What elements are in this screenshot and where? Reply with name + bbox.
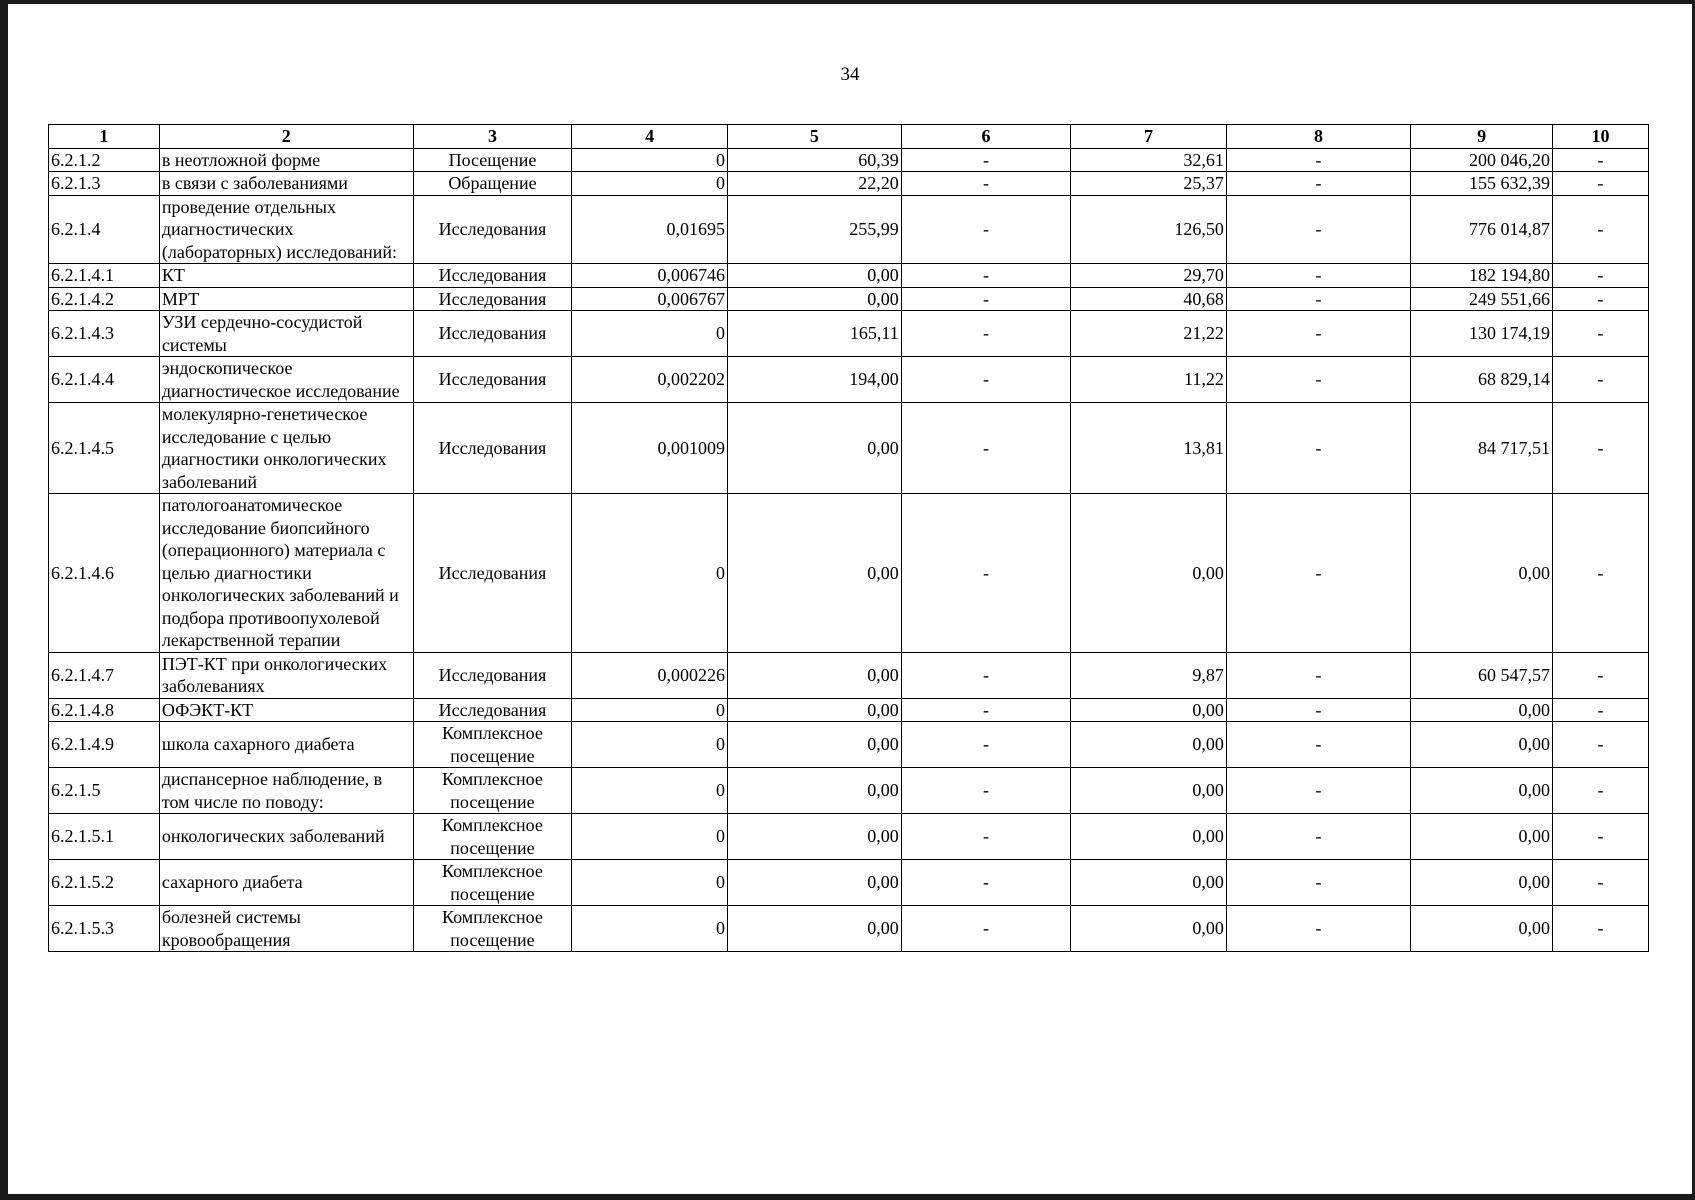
cell-col-8: - bbox=[1226, 698, 1410, 722]
table-row bbox=[49, 722, 1649, 768]
row-code: 6.2.1.5.2 bbox=[49, 860, 160, 906]
cell-col-7: 11,22 bbox=[1071, 357, 1227, 403]
cell-col-9: 0,00 bbox=[1411, 814, 1553, 860]
column-header: 7 bbox=[1071, 125, 1227, 149]
row-name: в неотложной форме bbox=[159, 148, 413, 172]
cell-col-7: 9,87 bbox=[1071, 652, 1227, 698]
cell-col-5: 194,00 bbox=[727, 357, 901, 403]
cell-col-4: 0 bbox=[572, 311, 728, 357]
row-name: УЗИ сердечно-сосудистой системы bbox=[159, 311, 413, 357]
row-unit: Исследования bbox=[413, 698, 572, 722]
cell-col-5: 0,00 bbox=[727, 860, 901, 906]
cell-col-10: - bbox=[1553, 652, 1649, 698]
cell-col-4: 0,000226 bbox=[572, 652, 728, 698]
row-code: 6.2.1.4.8 bbox=[49, 698, 160, 722]
cell-col-10: - bbox=[1553, 906, 1649, 952]
table-row bbox=[49, 652, 1649, 698]
data-table bbox=[48, 124, 1649, 952]
row-unit: Комплексное посещение bbox=[413, 768, 572, 814]
row-code: 6.2.1.4.1 bbox=[49, 264, 160, 288]
cell-col-5: 165,11 bbox=[727, 311, 901, 357]
cell-col-9: 155 632,39 bbox=[1411, 172, 1553, 196]
table-row bbox=[49, 494, 1649, 653]
cell-col-10: - bbox=[1553, 494, 1649, 653]
table-row bbox=[49, 172, 1649, 196]
cell-col-6: - bbox=[901, 357, 1070, 403]
cell-col-5: 0,00 bbox=[727, 494, 901, 653]
column-header: 2 bbox=[159, 125, 413, 149]
row-code: 6.2.1.5 bbox=[49, 768, 160, 814]
cell-col-6: - bbox=[901, 906, 1070, 952]
cell-col-6: - bbox=[901, 814, 1070, 860]
cell-col-10: - bbox=[1553, 722, 1649, 768]
cell-col-6: - bbox=[901, 860, 1070, 906]
row-name: эндоскопическое диагностическое исследование bbox=[159, 357, 413, 403]
row-name: молекулярно-генетическое исследование с целью диагностики онкологических заболеваний bbox=[159, 403, 413, 494]
row-unit: Исследования bbox=[413, 287, 572, 311]
cell-col-8: - bbox=[1226, 311, 1410, 357]
cell-col-9: 0,00 bbox=[1411, 768, 1553, 814]
cell-col-7: 25,37 bbox=[1071, 172, 1227, 196]
cell-col-7: 32,61 bbox=[1071, 148, 1227, 172]
cell-col-8: - bbox=[1226, 494, 1410, 653]
cell-col-8: - bbox=[1226, 357, 1410, 403]
cell-col-5: 0,00 bbox=[727, 768, 901, 814]
row-code: 6.2.1.4.7 bbox=[49, 652, 160, 698]
column-header: 9 bbox=[1411, 125, 1553, 149]
row-code: 6.2.1.4.2 bbox=[49, 287, 160, 311]
row-name: МРТ bbox=[159, 287, 413, 311]
cell-col-7: 13,81 bbox=[1071, 403, 1227, 494]
row-code: 6.2.1.4.4 bbox=[49, 357, 160, 403]
cell-col-5: 0,00 bbox=[727, 652, 901, 698]
table-row bbox=[49, 906, 1649, 952]
table-row bbox=[49, 768, 1649, 814]
document-page bbox=[8, 4, 1692, 1194]
row-code: 6.2.1.4.5 bbox=[49, 403, 160, 494]
cell-col-7: 0,00 bbox=[1071, 698, 1227, 722]
cell-col-4: 0 bbox=[572, 768, 728, 814]
cell-col-8: - bbox=[1226, 195, 1410, 264]
row-name: сахарного диабета bbox=[159, 860, 413, 906]
cell-col-5: 0,00 bbox=[727, 698, 901, 722]
cell-col-4: 0,001009 bbox=[572, 403, 728, 494]
cell-col-10: - bbox=[1553, 814, 1649, 860]
cell-col-6: - bbox=[901, 768, 1070, 814]
cell-col-7: 0,00 bbox=[1071, 494, 1227, 653]
cell-col-4: 0 bbox=[572, 814, 728, 860]
cell-col-8: - bbox=[1226, 722, 1410, 768]
row-name: ОФЭКТ-КТ bbox=[159, 698, 413, 722]
table-row bbox=[49, 287, 1649, 311]
cell-col-9: 0,00 bbox=[1411, 906, 1553, 952]
row-unit: Исследования bbox=[413, 403, 572, 494]
cell-col-5: 0,00 bbox=[727, 287, 901, 311]
row-code: 6.2.1.5.1 bbox=[49, 814, 160, 860]
table-row bbox=[49, 403, 1649, 494]
cell-col-9: 182 194,80 bbox=[1411, 264, 1553, 288]
cell-col-7: 0,00 bbox=[1071, 860, 1227, 906]
cell-col-8: - bbox=[1226, 652, 1410, 698]
cell-col-4: 0 bbox=[572, 860, 728, 906]
row-unit: Исследования bbox=[413, 494, 572, 653]
row-unit: Комплексное посещение bbox=[413, 722, 572, 768]
row-code: 6.2.1.4.6 bbox=[49, 494, 160, 653]
cell-col-8: - bbox=[1226, 172, 1410, 196]
cell-col-7: 40,68 bbox=[1071, 287, 1227, 311]
cell-col-7: 0,00 bbox=[1071, 814, 1227, 860]
cell-col-7: 0,00 bbox=[1071, 768, 1227, 814]
cell-col-5: 60,39 bbox=[727, 148, 901, 172]
row-unit: Исследования bbox=[413, 652, 572, 698]
column-header: 10 bbox=[1553, 125, 1649, 149]
cell-col-9: 249 551,66 bbox=[1411, 287, 1553, 311]
cell-col-6: - bbox=[901, 698, 1070, 722]
cell-col-9: 0,00 bbox=[1411, 722, 1553, 768]
row-code: 6.2.1.3 bbox=[49, 172, 160, 196]
cell-col-9: 776 014,87 bbox=[1411, 195, 1553, 264]
cell-col-10: - bbox=[1553, 768, 1649, 814]
row-name: проведение отдельных диагностических (лабораторных) исследований: bbox=[159, 195, 413, 264]
row-unit: Исследования bbox=[413, 264, 572, 288]
table-body bbox=[49, 148, 1649, 952]
cell-col-5: 255,99 bbox=[727, 195, 901, 264]
cell-col-9: 68 829,14 bbox=[1411, 357, 1553, 403]
cell-col-6: - bbox=[901, 722, 1070, 768]
cell-col-9: 60 547,57 bbox=[1411, 652, 1553, 698]
row-name: КТ bbox=[159, 264, 413, 288]
cell-col-8: - bbox=[1226, 264, 1410, 288]
row-code: 6.2.1.4.9 bbox=[49, 722, 160, 768]
row-code: 6.2.1.2 bbox=[49, 148, 160, 172]
row-unit: Комплексное посещение bbox=[413, 814, 572, 860]
cell-col-9: 0,00 bbox=[1411, 494, 1553, 653]
row-unit: Исследования bbox=[413, 195, 572, 264]
column-header: 5 bbox=[727, 125, 901, 149]
cell-col-5: 0,00 bbox=[727, 403, 901, 494]
cell-col-10: - bbox=[1553, 195, 1649, 264]
row-unit: Посещение bbox=[413, 148, 572, 172]
cell-col-4: 0 bbox=[572, 722, 728, 768]
row-name: онкологических заболеваний bbox=[159, 814, 413, 860]
cell-col-8: - bbox=[1226, 768, 1410, 814]
cell-col-6: - bbox=[901, 148, 1070, 172]
row-unit: Комплексное посещение bbox=[413, 906, 572, 952]
cell-col-9: 200 046,20 bbox=[1411, 148, 1553, 172]
table-row bbox=[49, 264, 1649, 288]
table-row bbox=[49, 698, 1649, 722]
row-name: ПЭТ-КТ при онкологических заболеваниях bbox=[159, 652, 413, 698]
cell-col-7: 0,00 bbox=[1071, 722, 1227, 768]
cell-col-5: 0,00 bbox=[727, 814, 901, 860]
cell-col-5: 22,20 bbox=[727, 172, 901, 196]
cell-col-7: 29,70 bbox=[1071, 264, 1227, 288]
cell-col-10: - bbox=[1553, 172, 1649, 196]
cell-col-6: - bbox=[901, 195, 1070, 264]
table-row bbox=[49, 860, 1649, 906]
cell-col-4: 0,006746 bbox=[572, 264, 728, 288]
row-unit: Обращение bbox=[413, 172, 572, 196]
table-row bbox=[49, 195, 1649, 264]
row-unit: Исследования bbox=[413, 357, 572, 403]
cell-col-10: - bbox=[1553, 698, 1649, 722]
cell-col-4: 0 bbox=[572, 494, 728, 653]
cell-col-6: - bbox=[901, 311, 1070, 357]
cell-col-6: - bbox=[901, 652, 1070, 698]
cell-col-8: - bbox=[1226, 860, 1410, 906]
column-header: 4 bbox=[572, 125, 728, 149]
cell-col-8: - bbox=[1226, 403, 1410, 494]
cell-col-6: - bbox=[901, 403, 1070, 494]
cell-col-10: - bbox=[1553, 357, 1649, 403]
cell-col-9: 0,00 bbox=[1411, 860, 1553, 906]
cell-col-10: - bbox=[1553, 287, 1649, 311]
cell-col-4: 0,006767 bbox=[572, 287, 728, 311]
cell-col-10: - bbox=[1553, 311, 1649, 357]
cell-col-4: 0,01695 bbox=[572, 195, 728, 264]
table-row bbox=[49, 148, 1649, 172]
cell-col-5: 0,00 bbox=[727, 264, 901, 288]
header-row bbox=[49, 125, 1649, 149]
cell-col-9: 0,00 bbox=[1411, 698, 1553, 722]
row-name: школа сахарного диабета bbox=[159, 722, 413, 768]
cell-col-4: 0,002202 bbox=[572, 357, 728, 403]
cell-col-8: - bbox=[1226, 148, 1410, 172]
table-row bbox=[49, 311, 1649, 357]
cell-col-8: - bbox=[1226, 814, 1410, 860]
cell-col-8: - bbox=[1226, 287, 1410, 311]
row-name: болезней системы кровообращения bbox=[159, 906, 413, 952]
cell-col-10: - bbox=[1553, 403, 1649, 494]
cell-col-5: 0,00 bbox=[727, 906, 901, 952]
cell-col-9: 84 717,51 bbox=[1411, 403, 1553, 494]
row-name: в связи с заболеваниями bbox=[159, 172, 413, 196]
cell-col-9: 130 174,19 bbox=[1411, 311, 1553, 357]
cell-col-4: 0 bbox=[572, 698, 728, 722]
row-unit: Исследования bbox=[413, 311, 572, 357]
cell-col-6: - bbox=[901, 287, 1070, 311]
table-row bbox=[49, 814, 1649, 860]
cell-col-10: - bbox=[1553, 264, 1649, 288]
row-code: 6.2.1.4.3 bbox=[49, 311, 160, 357]
row-name: патологоанатомическое исследование биопсийного (операционного) материала с целью диагностики онкологических заболеваний и подбора противоопухолевой лекарственной терапии bbox=[159, 494, 413, 653]
column-header: 6 bbox=[901, 125, 1070, 149]
cell-col-7: 126,50 bbox=[1071, 195, 1227, 264]
cell-col-10: - bbox=[1553, 148, 1649, 172]
row-code: 6.2.1.5.3 bbox=[49, 906, 160, 952]
page-number: 34 bbox=[840, 64, 860, 85]
column-header: 8 bbox=[1226, 125, 1410, 149]
row-name: диспансерное наблюдение, в том числе по поводу: bbox=[159, 768, 413, 814]
cell-col-10: - bbox=[1553, 860, 1649, 906]
cell-col-6: - bbox=[901, 264, 1070, 288]
cell-col-4: 0 bbox=[572, 172, 728, 196]
cell-col-6: - bbox=[901, 494, 1070, 653]
table-row bbox=[49, 357, 1649, 403]
column-header: 3 bbox=[413, 125, 572, 149]
cell-col-5: 0,00 bbox=[727, 722, 901, 768]
row-code: 6.2.1.4 bbox=[49, 195, 160, 264]
cell-col-7: 21,22 bbox=[1071, 311, 1227, 357]
cell-col-8: - bbox=[1226, 906, 1410, 952]
cell-col-6: - bbox=[901, 172, 1070, 196]
cell-col-4: 0 bbox=[572, 148, 728, 172]
column-header: 1 bbox=[49, 125, 160, 149]
cell-col-7: 0,00 bbox=[1071, 906, 1227, 952]
row-unit: Комплексное посещение bbox=[413, 860, 572, 906]
cell-col-4: 0 bbox=[572, 906, 728, 952]
